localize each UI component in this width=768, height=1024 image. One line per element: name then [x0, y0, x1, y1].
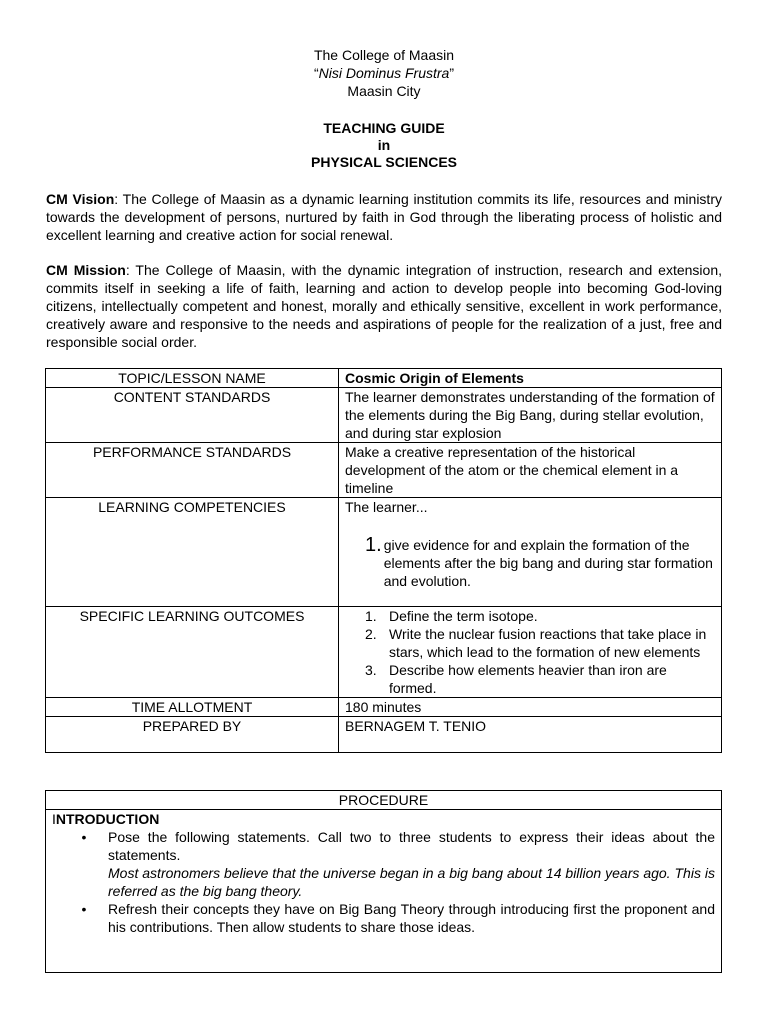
- competency-number: 1.: [365, 534, 382, 556]
- table-row-topic: [46, 369, 722, 388]
- table-row-competencies: [46, 498, 722, 607]
- procedure-box: [45, 790, 722, 973]
- competency-text: give evidence for and explain the formation of the elements after the big bang and during star formation and evolution.: [383, 537, 713, 589]
- topic-label: TOPIC/LESSON NAME: [46, 369, 339, 388]
- performance-label: PERFORMANCE STANDARDS: [46, 443, 339, 498]
- intro-rest: NTRODUCTION: [55, 811, 160, 827]
- bullet-1-quote: Most astronomers believe that the universe began in a big bang about 14 billion years ago. This is referred as the big bang theory.: [108, 865, 715, 899]
- procedure-body: [46, 810, 721, 936]
- time-value: 180 minutes: [339, 698, 722, 717]
- list-item: [345, 625, 715, 661]
- title-line-1: TEACHING GUIDE: [323, 120, 445, 136]
- outcome-text: Describe how elements heavier than iron are formed.: [389, 662, 667, 696]
- bullet-icon: •: [81, 901, 87, 917]
- bullet-text: [108, 828, 715, 900]
- mission-paragraph: [46, 261, 722, 351]
- intro-first-letter: I: [52, 811, 56, 827]
- outcome-list: [345, 607, 715, 697]
- bullet-icon: •: [81, 829, 87, 845]
- college-city: Maasin City: [347, 83, 421, 99]
- topic-value-text: Cosmic Origin of Elements: [345, 370, 524, 386]
- title-line-3: PHYSICAL SCIENCES: [311, 154, 457, 170]
- competencies-value: [339, 498, 722, 607]
- outcome-text: Define the term isotope.: [389, 608, 538, 624]
- mission-text: : The College of Maasin, with the dynamic integration of instruction, research and extension, commits itself in seeking a life of faith, learning and action to develop people into becoming God-loving citizens, intellectually competent and honest, morally and ethically sensitive, excellent in work performance, creatively aware and responsive to the needs and aspirations of people for the realization of a just, free and responsible social order.: [46, 262, 722, 350]
- outcomes-value: [339, 607, 722, 698]
- table-row-outcomes: [46, 607, 722, 698]
- document-header: [0, 46, 768, 100]
- content-value: The learner demonstrates understanding of the formation of the elements during the Big Bang, during stellar evolution, and during star explosion: [339, 388, 722, 443]
- prepared-value: BERNAGEM T. TENIO: [339, 717, 722, 753]
- procedure-bullets: [52, 828, 715, 936]
- vision-text: : The College of Maasin as a dynamic learning institution commits its life, resources and ministry towards the development of persons, nurtured by faith in God through the liberating process of holistic and excellent learning and creative action for social renewal.: [46, 191, 722, 243]
- bullet-1-text: Pose the following statements. Call two to three students to express their ideas about the statements.: [108, 829, 715, 863]
- topic-value: [339, 369, 722, 388]
- list-item: [52, 900, 715, 936]
- college-motto: “Nisi Dominus Frustra”: [313, 65, 455, 81]
- list-item: [52, 828, 715, 900]
- motto-text: Nisi Dominus Frustra: [318, 65, 450, 81]
- title-line-2: in: [377, 137, 391, 153]
- mission-label: CM Mission: [46, 262, 126, 278]
- list-item: [345, 534, 715, 590]
- content-label: CONTENT STANDARDS: [46, 388, 339, 443]
- outcome-number: 1.: [365, 608, 377, 624]
- introduction-heading: [52, 810, 715, 828]
- outcome-number: 3.: [365, 662, 377, 678]
- outcome-number: 2.: [365, 626, 377, 642]
- outcome-text: Write the nuclear fusion reactions that take place in stars, which lead to the formation of new elements: [389, 626, 707, 660]
- procedure-heading: PROCEDURE: [46, 791, 721, 810]
- competencies-intro: The learner...: [345, 499, 428, 515]
- bullet-2-text: Refresh their concepts they have on Big Bang Theory through introducing first the proponent and his contributions. Then allow students to share those ideas.: [108, 901, 715, 935]
- performance-value: Make a creative representation of the historical development of the atom or the chemical element in a timeline: [339, 443, 722, 498]
- time-label: TIME ALLOTMENT: [46, 698, 339, 717]
- competency-list: [345, 534, 715, 590]
- college-name: The College of Maasin: [313, 47, 455, 63]
- prepared-label: PREPARED BY: [46, 717, 339, 753]
- list-item: [345, 607, 715, 625]
- table-row-content: [46, 388, 722, 443]
- vision-paragraph: [46, 190, 722, 244]
- table-row-time: [46, 698, 722, 717]
- document-title: [0, 119, 768, 170]
- vision-label: CM Vision: [46, 191, 115, 207]
- competencies-label: LEARNING COMPETENCIES: [46, 498, 339, 607]
- table-row-prepared: [46, 717, 722, 753]
- lesson-info-table: [45, 368, 722, 753]
- table-row-performance: [46, 443, 722, 498]
- outcomes-label: SPECIFIC LEARNING OUTCOMES: [46, 607, 339, 698]
- list-item: [345, 661, 715, 697]
